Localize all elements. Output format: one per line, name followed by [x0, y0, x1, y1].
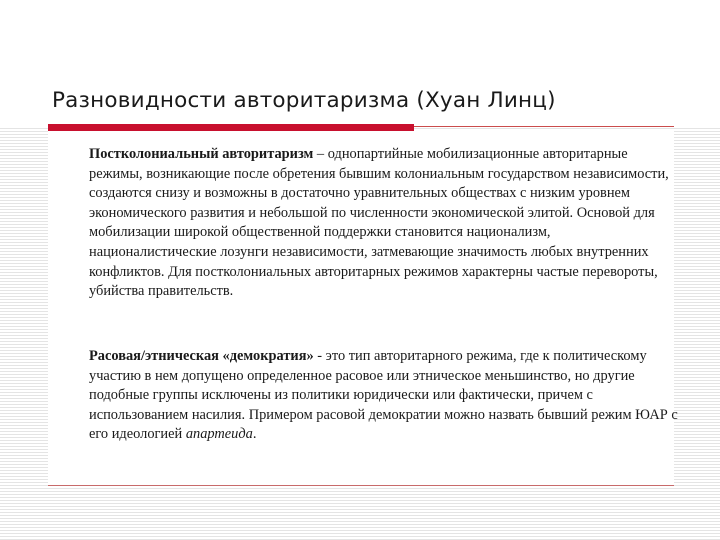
- title-underline-accent: [48, 124, 414, 131]
- title-underline-thin: [414, 126, 674, 127]
- paragraph-racial-democracy-body: - это тип авторитарного режима, где к политическому участию в нем допущено определенное расовое или этническое меньшинство, но другие подобные группы исключены из политики юридически или фактически, причем с использованием насилия. Примером расовой демократии можно назвать бывший режим ЮАР с его идеологией: [89, 348, 678, 443]
- term-racial-democracy: Расовая/этническая «демократия»: [89, 348, 314, 364]
- bottom-divider: [48, 485, 674, 486]
- paragraph-postcolonial: [89, 145, 679, 302]
- slide-title: Разновидности авторитаризма (Хуан Линц): [52, 88, 556, 113]
- paragraph-racial-democracy-ending: .: [252, 426, 257, 443]
- paragraph-postcolonial-body: – однопартийные мобилизационные авторитарные режимы, возникающие после обретения бывшим колониальным государством независимости, создаются снизу и возможны в достаточно уравнительных обществах с низким уровнем экономического развития и небольшой по численности экономической элитой. Основой для мобилизации широкой общественной поддержки становится национализм, националистические лозунги независимости, затмевающие значимость любых внутренних конфликтов. Для постколониальных авторитарных режимов характерны частые перевороты, убийства правительств.: [89, 146, 669, 300]
- paragraph-racial-democracy: [89, 347, 679, 445]
- term-postcolonial: Постколониальный авторитаризм: [89, 146, 314, 162]
- emphasis-apartheid: апартеида: [185, 426, 253, 443]
